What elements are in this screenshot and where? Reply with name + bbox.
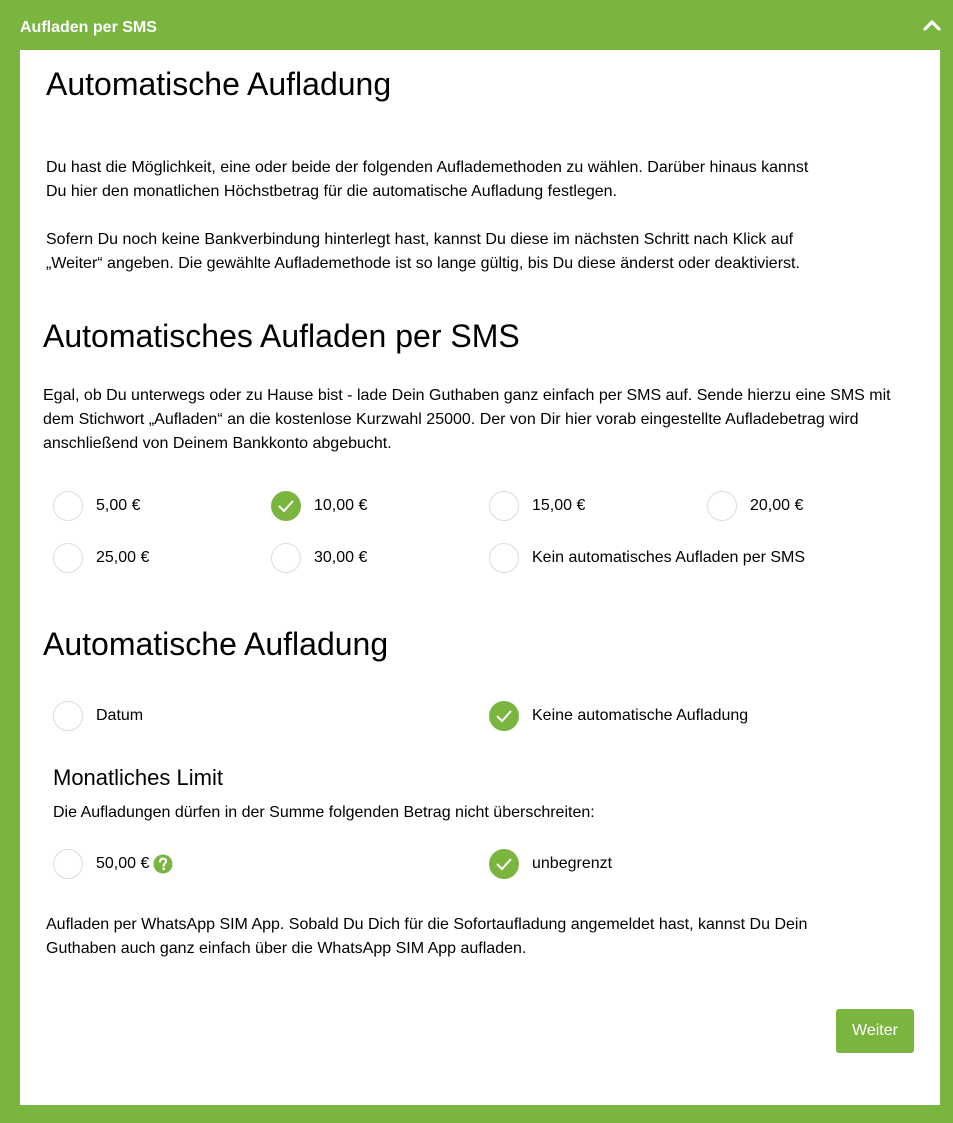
radio-button[interactable] [53, 849, 83, 879]
option-label: 15,00 € [532, 497, 586, 514]
sms-amount-option-30[interactable] [271, 542, 367, 574]
auto-option-none[interactable] [489, 700, 748, 732]
section-title: Aufladen per SMS [20, 19, 157, 36]
option-label: 25,00 € [96, 549, 150, 566]
radio-button[interactable] [53, 491, 83, 521]
sms-amount-option-15[interactable] [489, 490, 585, 522]
option-label: Keine automatische Aufladung [532, 707, 749, 724]
radio-button[interactable] [707, 491, 737, 521]
sms-amount-option-none[interactable] [489, 542, 805, 574]
intro-paragraph-2-line-1: Sofern Du noch keine Bankverbindung hinterlegt hast, kannst Du diese im nächsten Schritt nach Klick auf [46, 231, 794, 248]
option-label: 30,00 € [314, 549, 368, 566]
sms-amount-option-10[interactable] [271, 490, 367, 522]
sms-title: Automatisches Aufladen per SMS [43, 318, 520, 354]
auto-option-date[interactable] [53, 700, 143, 732]
option-label: unbegrenzt [532, 855, 613, 872]
sms-amount-option-20[interactable] [707, 490, 803, 522]
section-header[interactable] [0, 0, 953, 50]
option-label: 50,00 € [96, 855, 150, 872]
radio-button[interactable] [271, 543, 301, 573]
question-circle-icon[interactable] [153, 854, 173, 874]
option-label: Datum [96, 707, 144, 724]
limit-option-unlimited[interactable] [489, 848, 612, 880]
sms-amount-option-25[interactable] [53, 542, 149, 574]
intro-title: Automatische Aufladung [46, 66, 392, 102]
next-button[interactable]: Weiter [836, 1009, 914, 1053]
chevron-up-icon[interactable] [923, 18, 941, 32]
intro-paragraph-1-line-2: Du hier den monatlichen Höchstbetrag für die automatische Aufladung festlegen. [46, 183, 618, 200]
limit-title: Monatliches Limit [53, 765, 223, 790]
sms-amount-option-5[interactable] [53, 490, 140, 522]
content-panel [20, 50, 940, 1105]
option-label: 10,00 € [314, 497, 368, 514]
limit-option-50[interactable] [53, 848, 173, 880]
limit-description: Die Aufladungen dürfen in der Summe folgenden Betrag nicht überschreiten: [53, 804, 595, 821]
radio-button[interactable] [489, 491, 519, 521]
option-label: Kein automatisches Aufladen per SMS [532, 549, 806, 566]
auto-title: Automatische Aufladung [43, 626, 389, 662]
whatsapp-info-line-2: Guthaben auch ganz einfach über die WhatsApp SIM App aufladen. [46, 940, 527, 957]
option-label: 20,00 € [750, 497, 804, 514]
radio-button[interactable] [53, 701, 83, 731]
checkmark-icon [495, 857, 513, 871]
checkmark-icon [495, 709, 513, 723]
intro-paragraph-1-line-1: Du hast die Möglichkeit, eine oder beide der folgenden Auflademethoden zu wählen. Darüber hinaus kannst [46, 159, 809, 176]
radio-button[interactable] [53, 543, 83, 573]
sms-description-line-1: Egal, ob Du unterwegs oder zu Hause bist - lade Dein Guthaben ganz einfach per SMS auf. Sende hierzu eine SMS mit [43, 387, 891, 404]
radio-button[interactable] [271, 491, 301, 521]
option-label: 5,00 € [96, 497, 141, 514]
whatsapp-info-line-1: Aufladen per WhatsApp SIM App. Sobald Du Dich für die Sofortaufladung angemeldet hast, kannst Du Dein [46, 916, 808, 933]
radio-button[interactable] [489, 849, 519, 879]
sms-description-line-3: anschließend von Deinem Bankkonto abgebucht. [43, 435, 392, 452]
checkmark-icon [277, 499, 295, 513]
radio-button[interactable] [489, 543, 519, 573]
sms-description-line-2: dem Stichwort „Aufladen“ an die kostenlose Kurzwahl 25000. Der von Dir hier vorab eingestellte Aufladebetrag wird [43, 411, 859, 428]
radio-button[interactable] [489, 701, 519, 731]
intro-paragraph-2-line-2: „Weiter“ angeben. Die gewählte Auflademethode ist so lange gültig, bis Du diese änderst oder deaktivierst. [46, 255, 800, 272]
